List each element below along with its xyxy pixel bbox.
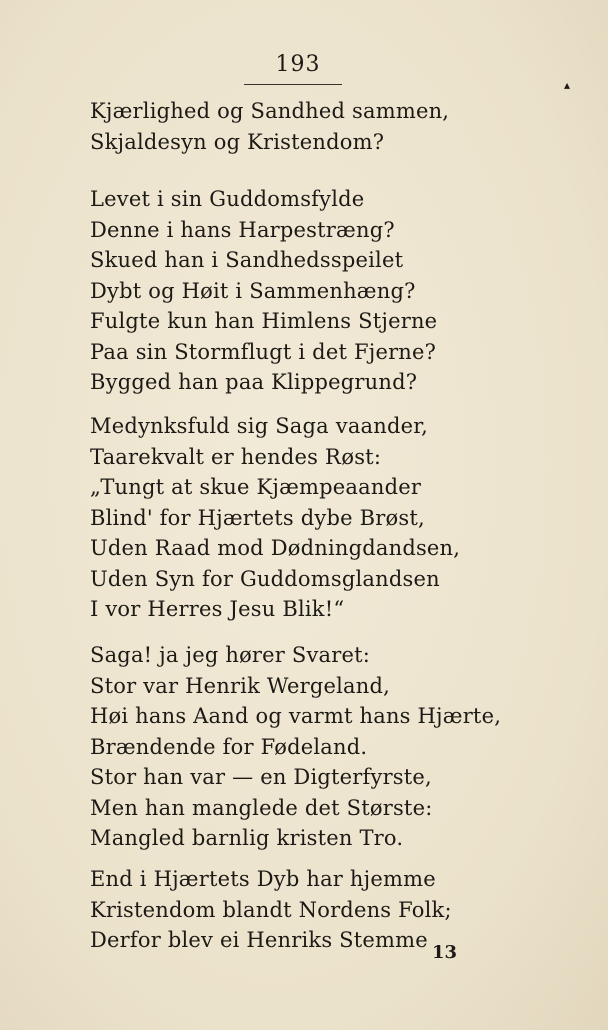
header-rule (244, 84, 342, 85)
verse-line: Derfor blev ei Henriks Stemme (90, 928, 428, 952)
verse-line: Uden Syn for Guddomsglandsen (90, 566, 440, 591)
verse-line: Levet i sin Guddomsfylde (90, 187, 365, 211)
verse-line: Saga! ja jeg hører Svaret: (90, 643, 371, 667)
verse-line: Blind' for Hjærtets dybe Brøst, (90, 505, 425, 530)
verse-line: Men han manglede det Største: (90, 795, 433, 820)
signature-mark: 13 (432, 942, 458, 963)
verse-line: Dybt og Høit i Sammenhæng? (90, 278, 416, 303)
stanza-4 (90, 640, 502, 854)
verse-line: Kjærlighed og Sandhed sammen, (90, 99, 450, 123)
page-number: 193 (275, 52, 321, 77)
verse-line: Fulgte kun han Himlens Stjerne (90, 309, 438, 333)
verse-line: Stor var Henrik Wergeland, (90, 673, 390, 698)
verse-line: I vor Herres Jesu Blik!“ (90, 597, 345, 621)
verse-line: Bygged han paa Klippegrund? (90, 370, 418, 394)
verse-line: Paa sin Stormflugt i det Fjerne? (90, 339, 437, 364)
stanza-1 (90, 96, 450, 157)
stanza-3 (90, 411, 461, 625)
stanza-2 (90, 184, 450, 398)
verse-line: Kristendom blandt Nordens Folk; (90, 897, 452, 922)
verse-line: Skued han i Sandhedsspeilet (90, 248, 404, 272)
verse-line: Høi hans Aand og varmt hans Hjærte, (90, 704, 502, 728)
verse-line: End i Hjærtets Dyb har hjemme (90, 867, 436, 891)
verse-line: Skjaldesyn og Kristendom? (90, 129, 385, 154)
corner-mark: ▴ (564, 78, 571, 92)
verse-line: Uden Raad mod Dødningdandsen, (90, 536, 461, 560)
verse-line: Medynksfuld sig Saga vaander, (90, 414, 429, 438)
verse-line: „Tungt at skue Kjæmpeaander (90, 475, 422, 499)
verse-line: Brændende for Fødeland. (90, 734, 368, 759)
verse-line: Taarekvalt er hendes Røst: (90, 444, 382, 469)
verse-line: Denne i hans Harpestræng? (90, 217, 395, 242)
verse-line: Mangled barnlig kristen Tro. (90, 826, 404, 850)
stanza-5 (90, 864, 450, 956)
verse-line: Stor han var — en Digterfyrste, (90, 765, 432, 789)
